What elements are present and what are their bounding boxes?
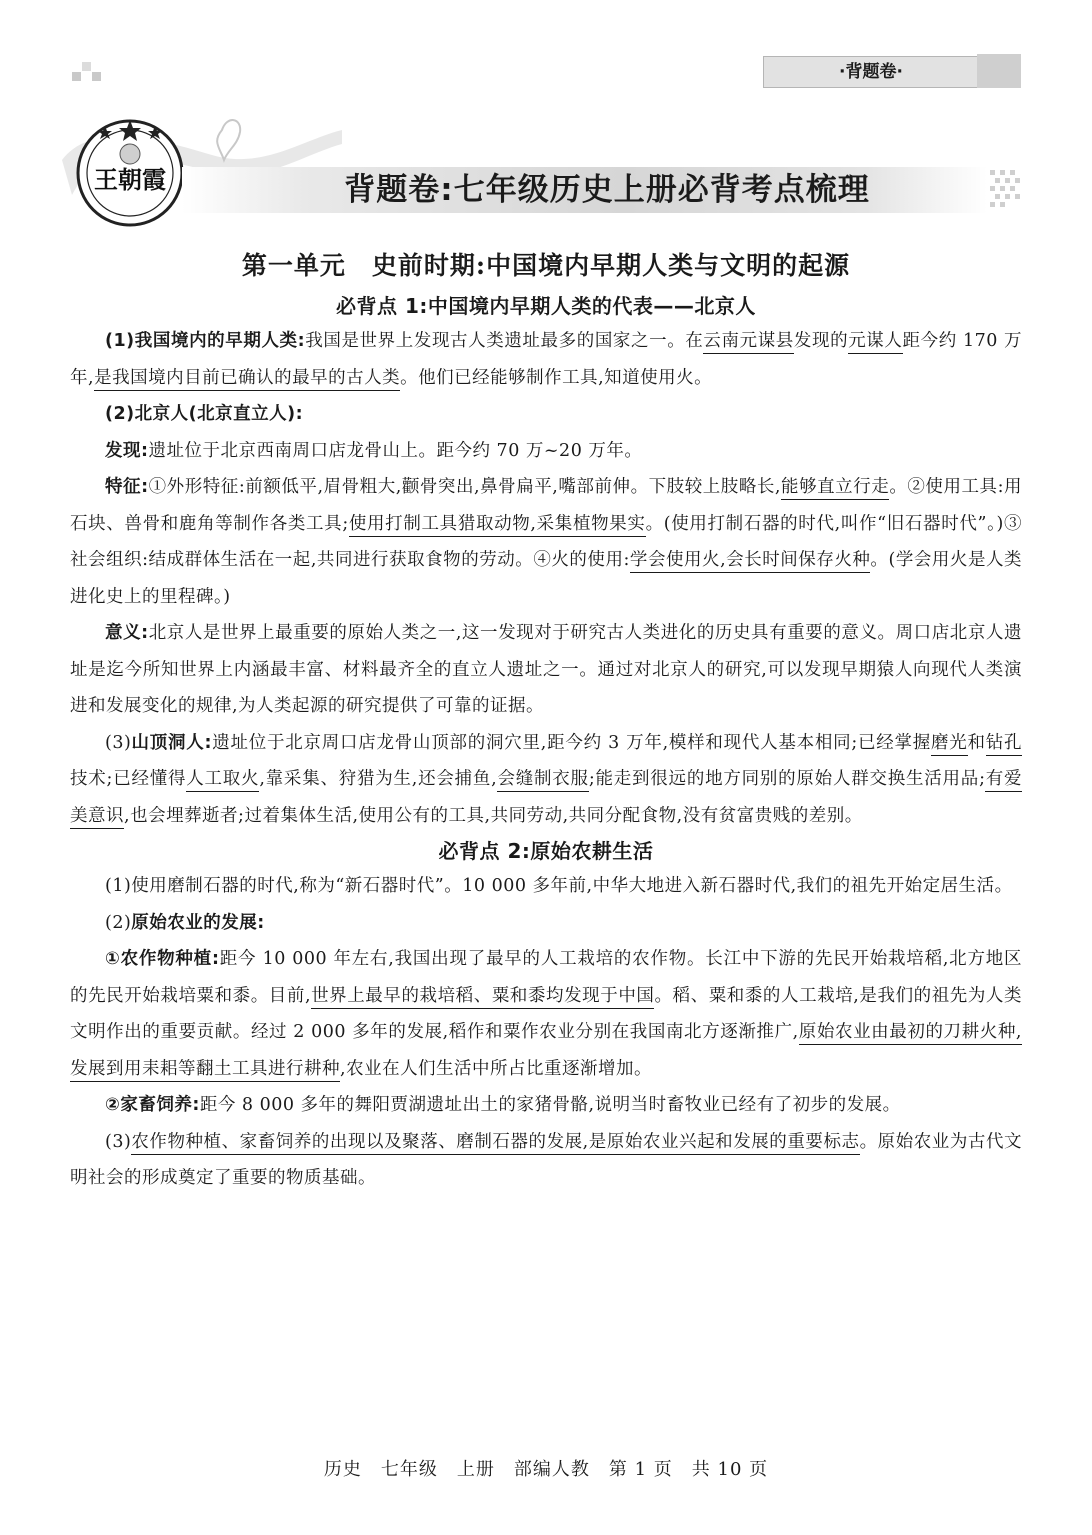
paragraph-significance: 意义:北京人是世界上最重要的原始人类之一,这一发现对于研究古人类进化的历史具有重要的意义。周口店北京人遗址是迄今所知世界上内涵最丰富、材料最齐全的直立人遗址之一。通过对北京人的研究,可以发现早期猿人向现代人类演进和发展变化的规律,为人类起源的研究提供了可靠的证据。	[70, 623, 1023, 716]
logo-brand-name: 王朝霞	[94, 165, 166, 194]
point-1-title: 必背点 1:中国境内早期人类的代表——北京人	[336, 294, 756, 318]
corner-squares-decoration	[72, 62, 112, 84]
underlined-key-point: 农作物种植、家畜饲养的出现以及聚落、磨制石器的发展,是原始农业兴起和发展的重要标志	[131, 1132, 859, 1155]
label: 特征:	[105, 477, 149, 497]
unit-title: 第一单元 史前时期:中国境内早期人类与文明的起源	[241, 251, 851, 280]
paragraph-crop-cultivation: ①农作物种植:距今 10 000 年左右,我国出现了最早的人工栽培的农作物。长江中下游的先民开始栽培稻,北方地区的先民开始栽培粟和黍。目前,世界上最早的栽培稻、粟和黍均发现于中国。稻、粟和黍的人工栽培,是我们的祖先为人类文明作出的重要贡献。经过 2 000 多年的发展,稻作和粟作农业分别在我国南北方逐渐推广,原始农业由最初的刀耕火种,发展到用耒耜等翻土工具进行耕种,农业在人们生活中所占比重逐渐增加。	[70, 941, 1022, 1087]
paragraph-early-humans: (1)我国境内的早期人类:我国是世界上发现古人类遗址最多的国家之一。在云南元谋县发现的元谋人距今约 170 万年,是我国境内目前已确认的最早的古人类。他们已经能够制作工具,知道使用火。	[70, 323, 1022, 396]
label: 山顶洞人:	[131, 732, 213, 753]
underlined-key-point: 世界上最早的栽培稻、粟和黍均发现于中国	[311, 986, 654, 1009]
underlined-key-point: 磨光	[931, 733, 968, 756]
paragraph-agriculture-heading: (2)原始农业的发展:	[105, 912, 265, 933]
underlined-key-point: 是我国境内目前已确认的最早的古人类	[94, 368, 400, 391]
header-side-bar	[977, 54, 1021, 88]
label: ①农作物种植:	[105, 949, 220, 969]
label: 发现:	[105, 440, 149, 461]
underlined-key-point: 原始农业由最初的刀耕火种,发展到用耒耜等翻土工具进行耕种	[70, 1022, 1022, 1082]
underlined-key-point: 人工取火	[186, 769, 259, 792]
page-footer: 历史 七年级 上册 部编人教 第 1 页 共 10 页	[323, 1459, 769, 1480]
paragraph-neolithic: (1)使用磨制石器的时代,称为“新石器时代”。10 000 多年前,中华大地进入新石器时代,我们的祖先开始定居生活。	[105, 876, 1013, 896]
underlined-key-point: 元谋人	[848, 331, 902, 354]
paragraph-livestock: ②家畜饲养:距今 8 000 多年的舞阳贾湖遗址出土的家猪骨骼,说明当时畜牧业已经有了初步的发展。	[105, 1095, 901, 1115]
paragraph-peking-man-heading	[70, 396, 1022, 433]
label: 原始农业的发展:	[131, 912, 265, 933]
brand-logo-emblem	[75, 118, 185, 228]
underlined-key-point: 能够直立行走	[781, 477, 889, 500]
label: (1)我国境内的早期人类:	[105, 331, 306, 351]
label: (2)北京人(北京直立人):	[105, 404, 304, 424]
underlined-key-point: 钻孔	[986, 733, 1022, 756]
point-2-title: 必背点 2:原始农耕生活	[438, 839, 654, 863]
paragraph-upper-cave-man: (3)山顶洞人:遗址位于北京周口店龙骨山顶部的洞穴里,距今约 3 万年,模样和现代人基本相同;已经掌握磨光和钻孔技术;已经懂得人工取火,靠采集、狩猎为生,还会捕鱼,会缝制衣服;能走到很远的地方同别的原始人群交换生活用品;有爱美意识,也会埋葬逝者;过着集体生活,使用公有的工具,共同劳动,共同分配食物,没有贫富贵贱的差别。	[70, 725, 1022, 835]
label: 意义:	[105, 623, 149, 643]
underlined-key-point: 学会使用火,会长时间保存火种	[630, 550, 871, 573]
page-title: 背题卷:七年级历史上册必背考点梳理	[344, 172, 870, 208]
document-body	[70, 245, 1022, 1197]
paragraph-discovery: 发现:遗址位于北京西南周口店龙骨山上。距今约 70 万~20 万年。	[105, 440, 643, 461]
underlined-key-point: 云南元谋县	[703, 331, 794, 354]
paragraph-agriculture-significance: (3)农作物种植、家畜饲养的出现以及聚落、磨制石器的发展,是原始农业兴起和发展的重要标志。原始农业为古代文明社会的形成奠定了重要的物质基础。	[70, 1131, 1023, 1188]
paragraph-features: 特征:①外形特征:前额低平,眉骨粗大,颧骨突出,鼻骨扁平,嘴部前伸。下肢较上肢略长,能够直立行走。②使用工具:用石块、兽骨和鹿角等制作各类工具;使用打制工具猎取动物,采集植物果实。(使用打制石器的时代,叫作“旧石器时代”。)③社会组织:结成群体生活在一起,共同进行获取食物的劳动。④火的使用:学会使用火,会长时间保存火种。(学会用火是人类进化史上的里程碑。)	[70, 477, 1023, 607]
underlined-key-point: 会缝制衣服	[497, 769, 589, 792]
underlined-key-point: 使用打制工具猎取动物,采集植物果实	[349, 514, 646, 537]
underlined-key-point: 有爱美意识	[70, 769, 1022, 829]
label: ②家畜饲养:	[105, 1095, 200, 1115]
header-section-tag: ·背题卷·	[763, 56, 979, 88]
